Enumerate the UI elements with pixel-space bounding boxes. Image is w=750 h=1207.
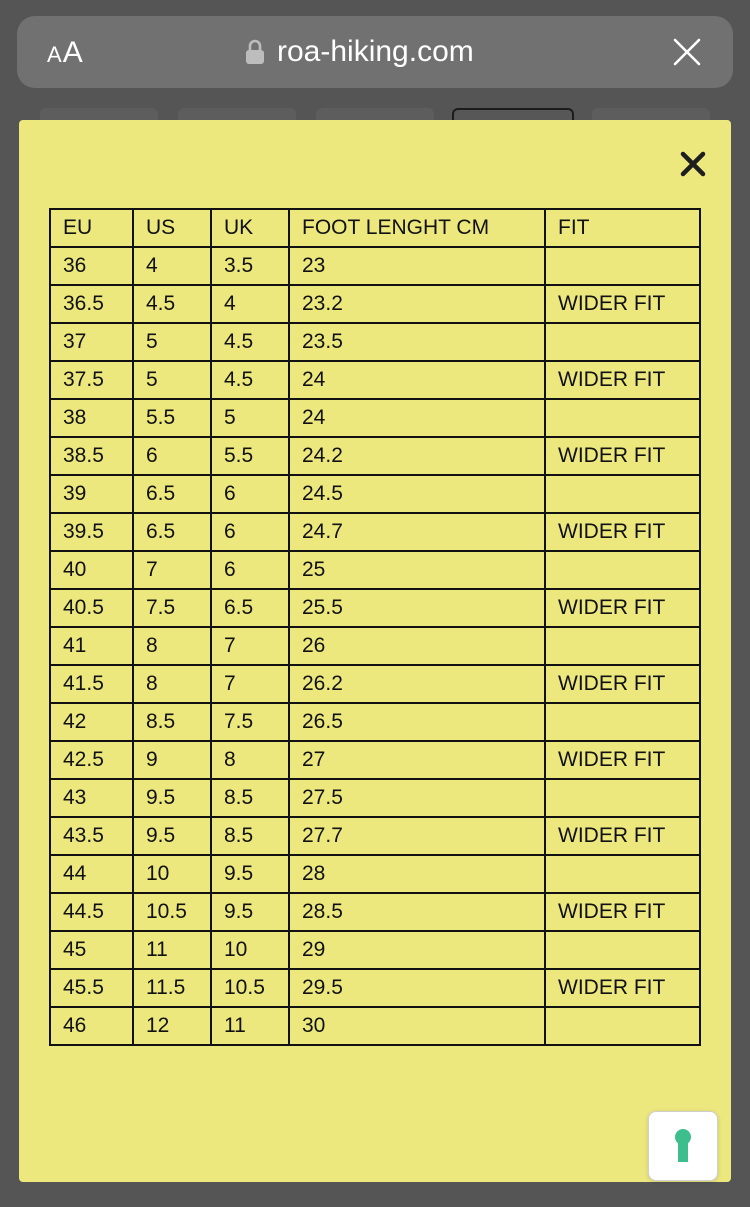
cell-foot-length: 27: [289, 741, 545, 779]
close-icon[interactable]: [672, 37, 702, 67]
cell-fit: [545, 931, 700, 969]
cell-foot-length: 26: [289, 627, 545, 665]
cell-eu: 45.5: [50, 969, 133, 1007]
cell-fit: [545, 703, 700, 741]
text-size-small-label: A: [47, 42, 63, 67]
cell-uk: 3.5: [211, 247, 289, 285]
cell-eu: 36.5: [50, 285, 133, 323]
cell-fit: WIDER FIT: [545, 969, 700, 1007]
table-row: [50, 741, 700, 779]
close-icon[interactable]: [680, 151, 706, 177]
table-row: [50, 703, 700, 741]
cell-eu: 40: [50, 551, 133, 589]
cell-uk: 6: [211, 475, 289, 513]
cell-us: 7.5: [133, 589, 211, 627]
cell-uk: 7: [211, 627, 289, 665]
cell-uk: 5.5: [211, 437, 289, 475]
cell-eu: 45: [50, 931, 133, 969]
cell-foot-length: 27.5: [289, 779, 545, 817]
cell-fit: [545, 627, 700, 665]
address-bar[interactable]: [17, 16, 733, 88]
table-row: [50, 627, 700, 665]
cell-us: 8: [133, 627, 211, 665]
cell-foot-length: 23: [289, 247, 545, 285]
cell-fit: WIDER FIT: [545, 817, 700, 855]
table-row: [50, 551, 700, 589]
cell-us: 5: [133, 361, 211, 399]
cell-us: 10.5: [133, 893, 211, 931]
cell-eu: 38.5: [50, 437, 133, 475]
cell-foot-length: 29: [289, 931, 545, 969]
cell-foot-length: 30: [289, 1007, 545, 1045]
cell-us: 9.5: [133, 779, 211, 817]
cell-eu: 39.5: [50, 513, 133, 551]
cell-foot-length: 27.7: [289, 817, 545, 855]
cell-foot-length: 25.5: [289, 589, 545, 627]
cell-eu: 37.5: [50, 361, 133, 399]
cell-uk: 6: [211, 551, 289, 589]
cell-foot-length: 24.2: [289, 437, 545, 475]
cell-eu: 39: [50, 475, 133, 513]
cell-fit: WIDER FIT: [545, 285, 700, 323]
cell-fit: [545, 475, 700, 513]
cell-uk: 8.5: [211, 779, 289, 817]
cell-us: 8.5: [133, 703, 211, 741]
table-row: [50, 817, 700, 855]
table-row: [50, 893, 700, 931]
cell-uk: 9.5: [211, 893, 289, 931]
cell-foot-length: 24: [289, 361, 545, 399]
url-display[interactable]: [245, 34, 474, 70]
keyhole-icon: [673, 1128, 693, 1164]
table-row: [50, 399, 700, 437]
table-row: [50, 1007, 700, 1045]
table-header-row: [50, 209, 700, 247]
cell-fit: [545, 399, 700, 437]
cell-foot-length: 24: [289, 399, 545, 437]
cell-us: 4.5: [133, 285, 211, 323]
cell-uk: 8.5: [211, 817, 289, 855]
column-header-foot-length: FOOT LENGHT CM: [289, 209, 545, 247]
cell-fit: WIDER FIT: [545, 361, 700, 399]
cell-fit: WIDER FIT: [545, 513, 700, 551]
cell-fit: WIDER FIT: [545, 437, 700, 475]
lock-icon: [245, 39, 265, 65]
cell-fit: [545, 1007, 700, 1045]
cell-us: 5: [133, 323, 211, 361]
cell-fit: [545, 247, 700, 285]
cell-uk: 6.5: [211, 589, 289, 627]
cell-eu: 42.5: [50, 741, 133, 779]
cell-fit: WIDER FIT: [545, 589, 700, 627]
table-row: [50, 475, 700, 513]
cell-uk: 4.5: [211, 323, 289, 361]
cell-eu: 37: [50, 323, 133, 361]
cell-foot-length: 24.5: [289, 475, 545, 513]
cell-fit: [545, 855, 700, 893]
table-row: [50, 665, 700, 703]
cell-foot-length: 23.5: [289, 323, 545, 361]
size-chart-table: [49, 208, 701, 1046]
cell-uk: 9.5: [211, 855, 289, 893]
cell-fit: WIDER FIT: [545, 893, 700, 931]
cell-eu: 41.5: [50, 665, 133, 703]
table-row: [50, 323, 700, 361]
cell-foot-length: 29.5: [289, 969, 545, 1007]
table-row: [50, 437, 700, 475]
cell-us: 9: [133, 741, 211, 779]
cell-foot-length: 28: [289, 855, 545, 893]
column-header-eu: EU: [50, 209, 133, 247]
cell-foot-length: 23.2: [289, 285, 545, 323]
table-row: [50, 969, 700, 1007]
cell-eu: 40.5: [50, 589, 133, 627]
table-row: [50, 247, 700, 285]
cell-us: 12: [133, 1007, 211, 1045]
cell-uk: 4: [211, 285, 289, 323]
url-text: roa-hiking.com: [277, 35, 474, 68]
cell-eu: 46: [50, 1007, 133, 1045]
table-row: [50, 285, 700, 323]
cell-fit: [545, 779, 700, 817]
cell-uk: 5: [211, 399, 289, 437]
help-button[interactable]: [648, 1111, 718, 1181]
size-guide-modal: [19, 120, 731, 1182]
column-header-us: US: [133, 209, 211, 247]
cell-us: 6.5: [133, 513, 211, 551]
cell-us: 10: [133, 855, 211, 893]
cell-eu: 44: [50, 855, 133, 893]
cell-us: 6: [133, 437, 211, 475]
cell-uk: 10: [211, 931, 289, 969]
cell-us: 9.5: [133, 817, 211, 855]
cell-foot-length: 28.5: [289, 893, 545, 931]
cell-eu: 38: [50, 399, 133, 437]
cell-foot-length: 26.5: [289, 703, 545, 741]
cell-us: 6.5: [133, 475, 211, 513]
cell-uk: 4.5: [211, 361, 289, 399]
text-size-large-label: A: [62, 36, 84, 69]
cell-fit: [545, 551, 700, 589]
cell-fit: WIDER FIT: [545, 741, 700, 779]
cell-us: 8: [133, 665, 211, 703]
cell-us: 7: [133, 551, 211, 589]
cell-uk: 7.5: [211, 703, 289, 741]
cell-uk: 8: [211, 741, 289, 779]
cell-fit: [545, 323, 700, 361]
cell-eu: 41: [50, 627, 133, 665]
column-header-uk: UK: [211, 209, 289, 247]
cell-foot-length: 25: [289, 551, 545, 589]
table-row: [50, 779, 700, 817]
cell-us: 11: [133, 931, 211, 969]
cell-foot-length: 26.2: [289, 665, 545, 703]
table-row: [50, 513, 700, 551]
cell-eu: 44.5: [50, 893, 133, 931]
cell-us: 4: [133, 247, 211, 285]
text-size-button[interactable]: [47, 36, 84, 72]
cell-eu: 43: [50, 779, 133, 817]
cell-eu: 43.5: [50, 817, 133, 855]
table-row: [50, 589, 700, 627]
cell-foot-length: 24.7: [289, 513, 545, 551]
table-row: [50, 361, 700, 399]
cell-eu: 42: [50, 703, 133, 741]
cell-fit: WIDER FIT: [545, 665, 700, 703]
column-header-fit: FIT: [545, 209, 700, 247]
cell-uk: 6: [211, 513, 289, 551]
cell-uk: 10.5: [211, 969, 289, 1007]
cell-uk: 7: [211, 665, 289, 703]
table-row: [50, 855, 700, 893]
table-row: [50, 931, 700, 969]
cell-us: 5.5: [133, 399, 211, 437]
cell-eu: 36: [50, 247, 133, 285]
cell-us: 11.5: [133, 969, 211, 1007]
cell-uk: 11: [211, 1007, 289, 1045]
